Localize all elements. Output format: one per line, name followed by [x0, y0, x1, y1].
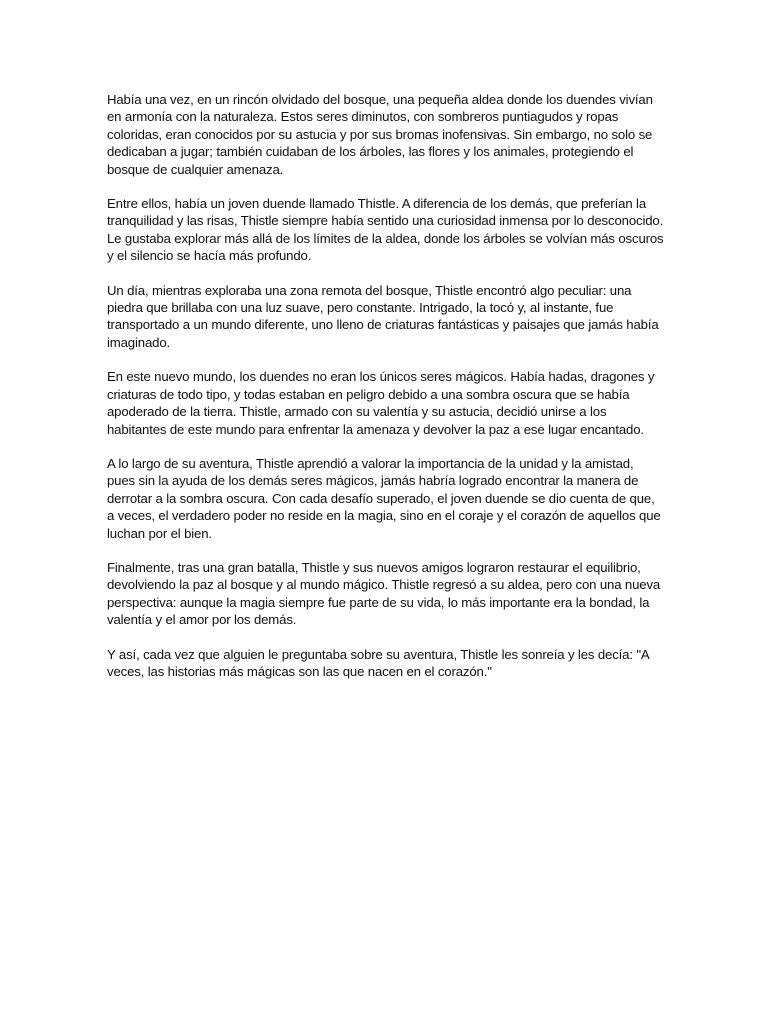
- paragraph-5: A lo largo de su aventura, Thistle aprendió a valorar la importancia de la unidad y la amistad, pues sin la ayuda de los demás seres mágicos, jamás habría logrado encontrar la manera de derrotar a la sombra oscura. Con cada desafío superado, el joven duende se dio cuenta de que, a veces, el verdadero poder no reside en la magia, sino en el coraje y el corazón de aquellos que luchan por el bien.: [107, 455, 661, 541]
- paragraph-3: Un día, mientras exploraba una zona remota del bosque, Thistle encontró algo peculiar: una piedra que brillaba con una luz suave, pero constante. Intrigado, la tocó y, al instante, fue transportado a un mundo diferente, uno lleno de criaturas fantásticas y paisajes que jamás había imaginado.: [107, 282, 659, 350]
- paragraph-6: Finalmente, tras una gran batalla, Thistle y sus nuevos amigos lograron restaurar el equilibrio, devolviendo la paz al bosque y al mundo mágico. Thistle regresó a su aldea, pero con una nueva perspectiva: aunque la magia siempre fue parte de su vida, lo más importante era la bondad, la valentía y el amor por los demás.: [107, 559, 661, 628]
- paragraph-2: Entre ellos, había un joven duende llamado Thistle. A diferencia de los demás, que preferían la tranquilidad y las risas, Thistle siempre había sentido una curiosidad inmensa por lo desconocido. Le gustaba explorar más allá de los límites de la aldea, donde los árboles se volvían más oscuros y el silencio se hacía más profundo.: [107, 196, 664, 264]
- paragraph-1: Había una vez, en un rincón olvidado del bosque, una pequeña aldea donde los duendes vivían en armonía con la naturaleza. Estos seres diminutos, con sombreros puntiagudos y ropas coloridas, eran conocidos por su astucia y por sus bromas inofensivas. Sin embargo, no solo se dedicaban a jugar; también cuidaban de los árboles, las flores y los animales, protegiendo el bosque de cualquier amenaza.: [107, 92, 653, 177]
- paragraph-4: En este nuevo mundo, los duendes no eran los únicos seres mágicos. Había hadas, dragones y criaturas de todo tipo, y todas estaban en peligro debido a una sombra oscura que se había apoderado de la tierra. Thistle, armado con su valentía y su astucia, decidió unirse a los habitantes de este mundo para enfrentar la amenaza y devolver la paz a ese lugar encantado.: [107, 369, 655, 437]
- paragraph-7: Y así, cada vez que alguien le preguntaba sobre su aventura, Thistle les sonreía y les decía: "A veces, las historias más mágicas son las que nacen en el corazón.": [107, 646, 649, 679]
